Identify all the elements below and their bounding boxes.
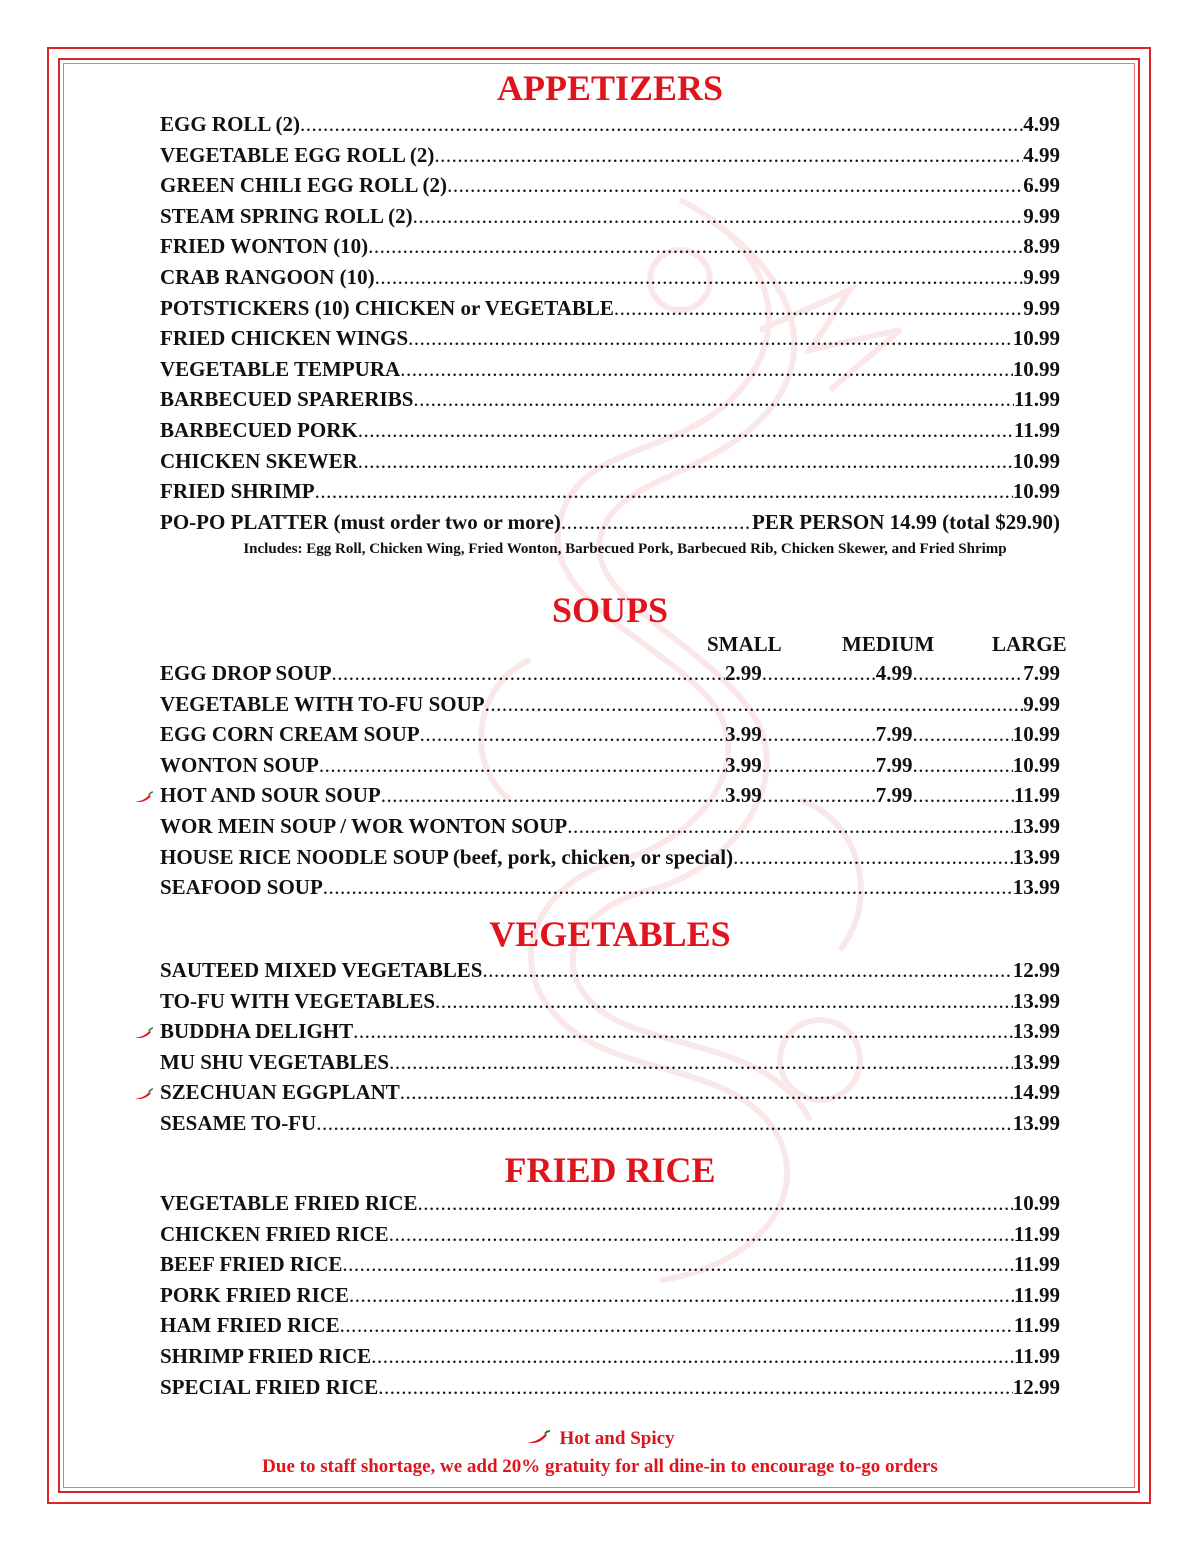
item-price: 4.99 xyxy=(1023,142,1060,167)
item-name: WONTON SOUP xyxy=(160,752,319,777)
leader-dots xyxy=(762,780,876,810)
menu-item xyxy=(160,811,1060,841)
menu-item xyxy=(160,1188,1060,1218)
leader-dots xyxy=(332,658,725,688)
item-name: CHICKEN FRIED RICE xyxy=(160,1221,389,1246)
price-small: 3.99 xyxy=(725,783,762,808)
item-name: VEGETABLE FRIED RICE xyxy=(160,1191,418,1215)
leader-dots xyxy=(418,1188,1013,1218)
section-title-vegetables: VEGETABLES xyxy=(489,914,731,954)
leader-dots xyxy=(389,1047,1013,1077)
item-price: 11.99 xyxy=(1013,1313,1060,1338)
leader-dots xyxy=(315,476,1013,506)
platter-note: Includes: Egg Roll, Chicken Wing, Fried Wonton, Barbecued Pork, Barbecued Rib, Chicken Skewer, and Fried Shrimp xyxy=(243,541,1007,557)
item-name: HAM FRIED RICE xyxy=(160,1313,340,1338)
item-name: SPECIAL FRIED RICE xyxy=(160,1374,379,1399)
menu-item xyxy=(160,719,1060,749)
menu-item xyxy=(160,1372,1060,1402)
leader-dots xyxy=(358,446,1013,476)
leader-dots xyxy=(408,323,1013,353)
item-price: 12.99 xyxy=(1012,1374,1060,1399)
item-price: 12.99 xyxy=(1012,958,1060,982)
leader-dots xyxy=(368,231,1023,261)
chili-pepper-icon xyxy=(134,791,154,803)
item-price: 13.99 xyxy=(1012,1019,1060,1044)
item-name: SZECHUAN EGGPLANT xyxy=(160,1080,400,1105)
item-price: 10.99 xyxy=(1012,1191,1060,1215)
item-price: 11.99 xyxy=(1013,1344,1060,1368)
leader-dots xyxy=(434,140,1023,170)
item-price: 13.99 xyxy=(1012,814,1060,838)
leader-dots xyxy=(447,170,1023,200)
item-name: SHRIMP FRIED RICE xyxy=(160,1344,372,1368)
menu-item xyxy=(160,872,1060,902)
item-name: STEAM SPRING ROLL (2) xyxy=(160,203,413,228)
leader-dots xyxy=(762,750,876,780)
item-name: VEGETABLE EGG ROLL (2) xyxy=(160,142,435,167)
item-name: PO-PO PLATTER (must order two or more) xyxy=(160,509,561,534)
column-header-large: LARGE xyxy=(992,632,1067,656)
leader-dots xyxy=(353,1016,1013,1046)
menu-item xyxy=(160,293,1060,323)
item-name: EGG ROLL (2) xyxy=(160,112,301,136)
menu-item xyxy=(160,384,1060,414)
price-small: 3.99 xyxy=(725,752,762,777)
leader-dots xyxy=(371,1341,1014,1371)
item-name: PORK FRIED RICE xyxy=(160,1282,350,1307)
leader-dots xyxy=(378,1372,1013,1402)
item-name: FRIED CHICKEN WINGS xyxy=(160,326,409,351)
item-name: TO-FU WITH VEGETABLES xyxy=(160,988,436,1013)
item-price: 13.99 xyxy=(1012,1049,1060,1074)
menu-item xyxy=(160,201,1060,231)
leader-dots xyxy=(482,955,1012,985)
menu-item xyxy=(160,1219,1060,1249)
item-price: 13.99 xyxy=(1012,1111,1060,1135)
item-price: 10.99 xyxy=(1012,448,1060,473)
menu-item xyxy=(160,1016,1060,1046)
menu-item xyxy=(160,476,1060,506)
gratuity-notice: Due to staff shortage, we add 20% gratuity for all dine-in to encourage to-go orders xyxy=(262,1456,938,1477)
menu-item xyxy=(160,1280,1060,1310)
item-price: 10.99 xyxy=(1012,479,1060,504)
leader-dots xyxy=(913,719,1013,749)
item-price: 14.99 xyxy=(1012,1080,1060,1105)
item-name: BEEF FRIED RICE xyxy=(160,1252,343,1277)
leader-dots xyxy=(561,507,752,537)
item-name: FRIED WONTON (10) xyxy=(160,234,369,259)
item-name: GREEN CHILI EGG ROLL (2) xyxy=(160,173,448,198)
price-medium: 7.99 xyxy=(875,722,913,747)
item-name: EGG DROP SOUP xyxy=(160,661,332,685)
menu-item xyxy=(160,986,1060,1016)
menu-item xyxy=(160,1077,1060,1107)
item-price: 9.99 xyxy=(1023,265,1060,289)
item-price: 9.99 xyxy=(1023,203,1060,228)
item-price: 8.99 xyxy=(1023,234,1060,259)
item-price: 11.99 xyxy=(1013,1282,1060,1307)
chili-pepper-icon xyxy=(525,1429,551,1445)
item-price: 4.99 xyxy=(1023,112,1060,136)
section-title-appetizers: APPETIZERS xyxy=(496,68,724,108)
menu-item xyxy=(160,750,1060,780)
leader-dots xyxy=(733,842,1013,872)
leader-dots xyxy=(300,109,1023,139)
leader-dots xyxy=(913,750,1013,780)
item-price: PER PERSON 14.99 (total $29.90) xyxy=(752,509,1060,534)
item-price: 9.99 xyxy=(1023,295,1060,320)
item-name: BARBECUED PORK xyxy=(160,418,358,442)
leader-dots xyxy=(762,658,876,688)
item-name: FRIED SHRIMP xyxy=(160,479,315,504)
leader-dots xyxy=(913,780,1014,810)
menu-item xyxy=(160,1310,1060,1340)
item-name: BARBECUED SPARERIBS xyxy=(160,387,414,412)
item-name: HOUSE RICE NOODLE SOUP (beef, pork, chicken, or special) xyxy=(160,844,734,869)
item-name: BUDDHA DELIGHT xyxy=(160,1019,354,1044)
menu-item xyxy=(160,1341,1060,1371)
chili-pepper-icon xyxy=(134,1088,154,1100)
menu-item xyxy=(160,1249,1060,1279)
item-name: HOT AND SOUR SOUP xyxy=(160,783,381,808)
leader-dots xyxy=(400,1077,1013,1107)
item-name: MU SHU VEGETABLES xyxy=(160,1049,390,1074)
chili-pepper-icon xyxy=(134,1027,154,1039)
leader-dots xyxy=(485,689,1024,719)
item-price: 10.99 xyxy=(1012,326,1060,351)
price-large: 10.99 xyxy=(1012,752,1060,777)
menu-item xyxy=(160,446,1060,476)
leader-dots xyxy=(358,415,1014,445)
legend-label: Hot and Spicy xyxy=(559,1428,675,1449)
item-name: VEGETABLE TEMPURA xyxy=(160,356,401,381)
leader-dots xyxy=(413,384,1013,414)
item-name: SAUTEED MIXED VEGETABLES xyxy=(160,958,483,982)
price-large: 7.99 xyxy=(1023,661,1060,685)
price-medium: 4.99 xyxy=(875,661,913,685)
menu-item xyxy=(160,1108,1060,1138)
item-price: 13.99 xyxy=(1012,844,1060,869)
leader-dots xyxy=(614,293,1023,323)
leader-dots xyxy=(913,658,1024,688)
price-large: 11.99 xyxy=(1013,783,1060,808)
leader-dots xyxy=(413,201,1024,231)
item-price: 11.99 xyxy=(1013,418,1060,442)
leader-dots xyxy=(567,811,1013,841)
item-price: 11.99 xyxy=(1013,1252,1060,1277)
column-header-medium: MEDIUM xyxy=(842,632,935,656)
menu-item xyxy=(160,109,1060,139)
item-name: WOR MEIN SOUP / WOR WONTON SOUP xyxy=(160,814,568,838)
leader-dots xyxy=(389,1219,1014,1249)
item-name: CHICKEN SKEWER xyxy=(160,448,358,473)
menu-item xyxy=(160,262,1060,292)
menu-item xyxy=(160,354,1060,384)
menu-item xyxy=(160,1047,1060,1077)
item-price: 13.99 xyxy=(1012,988,1060,1013)
price-large: 10.99 xyxy=(1012,722,1060,747)
item-name: VEGETABLE WITH TO-FU SOUP xyxy=(160,691,485,716)
price-medium: 7.99 xyxy=(875,783,913,808)
section-title-fried-rice: FRIED RICE xyxy=(504,1150,716,1190)
item-price: 10.99 xyxy=(1012,356,1060,381)
menu-item xyxy=(160,140,1060,170)
leader-dots xyxy=(342,1249,1013,1279)
item-price: 13.99 xyxy=(1012,875,1060,900)
menu-item xyxy=(160,170,1060,200)
section-title-soups: SOUPS xyxy=(551,590,669,630)
menu-item xyxy=(160,780,1060,810)
item-name: POTSTICKERS (10) CHICKEN or VEGETABLE xyxy=(160,295,614,320)
leader-dots xyxy=(762,719,876,749)
price-medium: 7.99 xyxy=(875,752,913,777)
menu-item xyxy=(160,842,1060,872)
leader-dots xyxy=(381,780,725,810)
price-small: 2.99 xyxy=(725,661,762,685)
spicy-legend xyxy=(0,1425,1200,1453)
column-header-small: SMALL xyxy=(707,632,782,656)
item-price: 11.99 xyxy=(1013,1221,1060,1246)
leader-dots xyxy=(349,1280,1014,1310)
leader-dots xyxy=(340,1310,1014,1340)
price-small: 3.99 xyxy=(725,722,762,747)
item-name: EGG CORN CREAM SOUP xyxy=(160,722,420,747)
leader-dots xyxy=(420,719,725,749)
item-name: SESAME TO-FU xyxy=(160,1111,317,1135)
leader-dots xyxy=(319,750,725,780)
item-price: 9.99 xyxy=(1023,691,1060,716)
leader-dots xyxy=(400,354,1013,384)
leader-dots xyxy=(375,262,1024,292)
menu-item xyxy=(160,231,1060,261)
menu-item xyxy=(160,507,1060,537)
menu-item xyxy=(160,955,1060,985)
item-name: SEAFOOD SOUP xyxy=(160,875,323,900)
leader-dots xyxy=(323,872,1013,902)
menu-item xyxy=(160,658,1060,688)
leader-dots xyxy=(316,1108,1013,1138)
item-price: 11.99 xyxy=(1013,387,1060,412)
menu-item xyxy=(160,323,1060,353)
menu-item xyxy=(160,415,1060,445)
item-name: CRAB RANGOON (10) xyxy=(160,265,375,289)
menu-item xyxy=(160,689,1060,719)
item-price: 6.99 xyxy=(1023,173,1060,198)
leader-dots xyxy=(435,986,1013,1016)
